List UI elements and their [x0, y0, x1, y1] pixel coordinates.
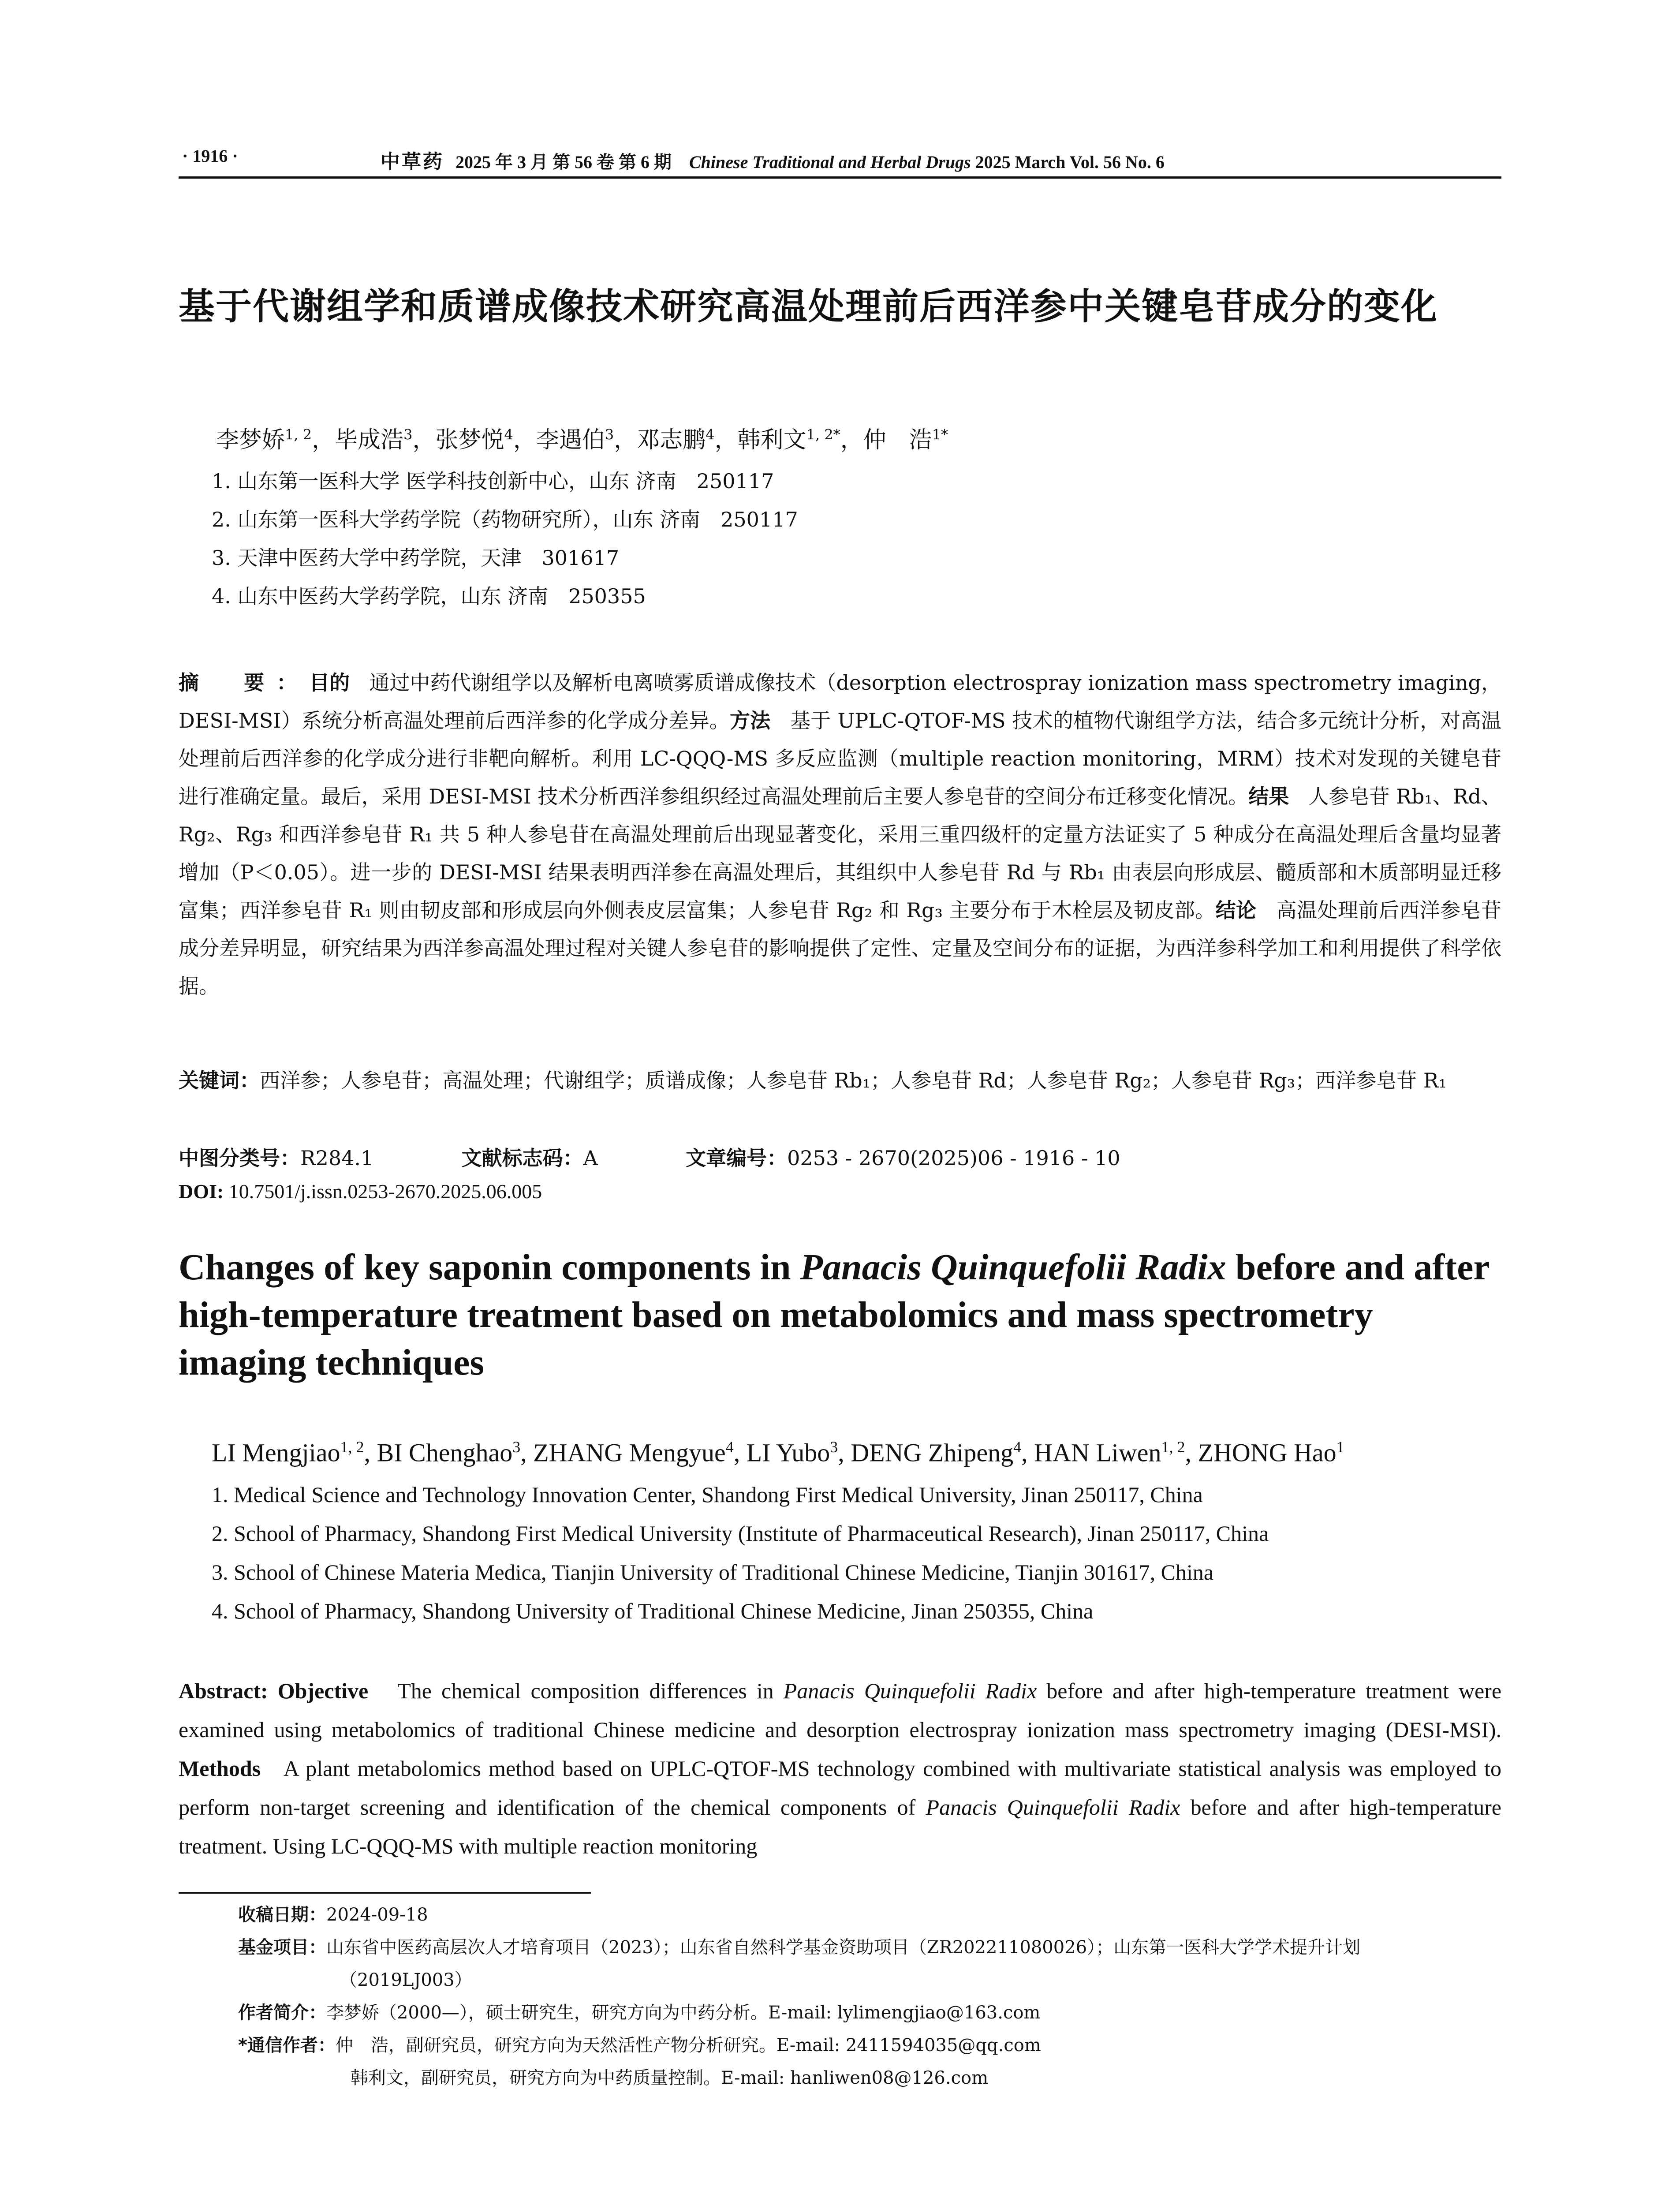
corresponding-label: *通信作者：	[238, 2035, 336, 2056]
corresponding-2: 韩利文，副研究员，研究方向为中药质量控制。E-mail: hanliwen08@126.com	[351, 2068, 989, 2088]
affiliation-cn-4: 4. 山东中医药大学药学院，山东 济南 250355	[212, 584, 646, 608]
keywords-label: 关键词：	[179, 1069, 260, 1092]
methods-label-cn: 方法	[730, 709, 771, 733]
objective-text-cn: 通过中药代谢组学以及解析电离喷雾质谱成像技术（desorption electrospray ionization mass spectrometry imaging，DESI-MSI）系统分析高温处理前后西洋参的化学成分差异。	[179, 671, 1501, 733]
author-name: ZHONG Hao	[1198, 1438, 1337, 1467]
affiliation-en-4: 4. School of Pharmacy, Shandong University of Traditional Chinese Medicine, Jinan 250355, China	[212, 1599, 1094, 1623]
affiliation-cn-3: 3. 天津中医药大学中药学院，天津 301617	[212, 546, 620, 570]
author-name: 毕成浩	[335, 427, 404, 453]
author-name: 李梦娇	[216, 427, 285, 453]
affiliation-en-1: 1. Medical Science and Technology Innovation Center, Shandong First Medical University, Jinan 250117, China	[212, 1482, 1203, 1507]
author-affiliation-mark: 1, 2	[340, 1438, 364, 1456]
abstract-en	[179, 1671, 1501, 1865]
doi-line	[179, 1180, 1501, 1203]
journal-name-en: Chinese Traditional and Herbal Drugs	[689, 152, 971, 172]
author-name: 韩利文	[737, 427, 806, 453]
author-affiliation-mark: 3	[830, 1438, 838, 1456]
author-affiliation-mark: 3	[605, 426, 614, 443]
author-bio: 李梦娇（2000—），硕士研究生，研究方向为中药分析。E-mail: lylimengjiao@163.com	[326, 2003, 1041, 2023]
author-name: DENG Zhipeng	[851, 1438, 1014, 1467]
classification-line	[179, 1142, 1501, 1171]
corresponding-1: 仲 浩，副研究员，研究方向为天然活性产物分析研究。E-mail: 2411594035@qq.com	[335, 2035, 1041, 2056]
title-en-italic: Panacis Quinquefolii Radix	[800, 1247, 1226, 1288]
author-name: 张梦悦	[435, 427, 504, 453]
page-number: · 1916 ·	[182, 146, 238, 166]
affiliation-cn-1: 1. 山东第一医科大学 医学科技创新中心，山东 济南 250117	[212, 469, 774, 493]
title-en-part2: before and after high-temperature treatment based on metabolomics and mass spectrometry imaging techniques	[179, 1247, 1490, 1383]
author-name: LI Mengjiao	[212, 1438, 340, 1467]
received-label: 收稿日期：	[238, 1905, 326, 1925]
footnote-corr-cont	[238, 2062, 1508, 2094]
conclusion-text-cn: 高温处理前后西洋参皂苷成分差异明显，研究结果为西洋参高温处理过程对关键人参皂苷的影响提供了定性、定量及空间分布的证据，为西洋参科学加工和利用提供了科学依据。	[179, 898, 1501, 998]
author-affiliation-mark: 1, 2	[285, 426, 312, 443]
methods-text-en-1: A plant metabolomics method based on UPLC-QTOF-MS technology combined with multivariate statistical analysis was employed to perform non-target screening and identification of the chemical components of	[179, 1756, 1501, 1820]
author-affiliation-mark: 1*	[932, 426, 948, 443]
clc-label: 中图分类号：	[179, 1146, 300, 1170]
journal-issue-en: 2025 March Vol. 56 No. 6	[975, 152, 1165, 172]
footnote-fund-cont	[238, 1964, 1508, 1996]
author-name: HAN Liwen	[1034, 1438, 1161, 1467]
author-affiliation-mark: 4	[706, 426, 715, 443]
author-affiliation-mark: 3	[403, 426, 413, 443]
author-name: 仲 浩	[863, 427, 932, 453]
author-affiliation-mark: 1	[1336, 1438, 1344, 1456]
author-affiliation-mark: 4	[504, 426, 513, 443]
article-title-cn: 基于代谢组学和质谱成像技术研究高温处理前后西洋参中关键皂苷成分的变化	[179, 286, 1438, 328]
doi-value[interactable]: 10.7501/j.issn.0253-2670.2025.06.005	[228, 1180, 542, 1203]
doc-code-value: A	[583, 1146, 598, 1170]
keywords-cn	[179, 1063, 1501, 1098]
methods-label-en: Methods	[179, 1756, 261, 1781]
methods-italic-en: Panacis Quinquefolii Radix	[926, 1795, 1180, 1820]
received-date: 2024-09-18	[326, 1905, 428, 1925]
doc-code-label: 文献标志码：	[461, 1146, 583, 1170]
footnote-corr	[238, 2029, 1508, 2062]
fund-label: 基金项目：	[238, 1937, 326, 1958]
methods-text-en-2: before and after high-temperature treatment. Using LC-QQQ-MS with multiple reaction monitoring	[179, 1795, 1501, 1858]
objective-label-cn: 目的	[309, 671, 350, 695]
article-title-en	[179, 1244, 1501, 1387]
methods-text-cn: 基于 UPLC-QTOF-MS 技术的植物代谢组学方法，结合多元统计分析，对高温处理前后西洋参的化学成分进行非靶向解析。利用 LC-QQQ-MS 多反应监测（multiple reaction monitoring，MRM）技术对发现的关键皂苷进行准确定量。最后，采用 DESI-MSI 技术分析西洋参组织经过高温处理前后主要人参皂苷的空间分布迁移变化情况。	[179, 709, 1501, 808]
journal-issue-cn: 2025 年 3 月 第 56 卷 第 6 期	[455, 152, 672, 172]
keywords-text: 西洋参；人参皂苷；高温处理；代谢组学；质谱成像；人参皂苷 Rb₁；人参皂苷 Rd；人参皂苷 Rg₂；人参皂苷 Rg₃；西洋参皂苷 R₁	[260, 1069, 1447, 1092]
affiliation-en-3: 3. School of Chinese Materia Medica, Tianjin University of Traditional Chinese Medicine, Tianjin 301617, China	[212, 1560, 1214, 1585]
author-name: 邓志鹏	[637, 427, 706, 453]
fund-text-1: 山东省中医药高层次人才培育项目（2023）；山东省自然科学基金资助项目（ZR202211080026）；山东第一医科大学学术提升计划	[326, 1937, 1361, 1958]
affiliation-cn-2: 2. 山东第一医科大学药学院（药物研究所），山东 济南 250117	[212, 508, 798, 531]
objective-text-en-1: The chemical composition differences in	[397, 1678, 784, 1703]
running-header	[179, 141, 1501, 179]
abstract-objective-label-en: Abstract: Objective	[179, 1678, 369, 1703]
author-name: BI Chenghao	[377, 1438, 513, 1467]
author-affiliation-mark: 4	[1013, 1438, 1022, 1456]
footnote-divider	[179, 1892, 591, 1894]
article-no-value: 0253 - 2670(2025)06 - 1916 - 10	[787, 1146, 1120, 1170]
author-name: 李遇伯	[536, 427, 605, 453]
author-name: LI Yubo	[746, 1438, 830, 1467]
results-text-cn: 人参皂苷 Rb₁、Rd、Rg₂、Rg₃ 和西洋参皂苷 R₁ 共 5 种人参皂苷在高温处理前后出现显著变化，采用三重四级杆的定量方法证实了 5 种成分在高温处理后含量均显著增加（P＜0.05）。进一步的 DESI-MSI 结果表明西洋参在高温处理后，其组织中人参皂苷 Rd 与 Rb₁ 由表层向形成层、髓质部和木质部明显迁移富集；西洋参皂苷 R₁ 则由韧皮部和形成层向外侧表皮层富集；人参皂苷 Rg₂ 和 Rg₃ 主要分布于木栓层及韧皮部。	[179, 785, 1502, 922]
footnote-received	[238, 1899, 1508, 1931]
article-no-label: 文章编号：	[686, 1146, 788, 1170]
abstract-cn	[179, 664, 1501, 1005]
fund-text-2: （2019LJ003）	[340, 1970, 472, 1990]
author-list-cn: 李梦娇$^{1, 2}$，毕成浩$^3$，张梦悦$^4$，李遇伯$^3$，邓志鹏$^4$，韩利文$^{1, 2*}$，仲 浩$^{1*}$	[216, 426, 948, 453]
doi-label: DOI:	[179, 1180, 224, 1203]
footnote-fund	[238, 1931, 1508, 1964]
author-affiliation-mark: 1, 2	[1161, 1438, 1185, 1456]
affiliation-en-2: 2. School of Pharmacy, Shandong First Medical University (Institute of Pharmaceutical Research), Jinan 250117, China	[212, 1521, 1269, 1546]
author-affiliation-mark: 1, 2*	[806, 426, 840, 443]
footnotes	[238, 1899, 1508, 2094]
objective-italic-en: Panacis Quinquefolii Radix	[783, 1678, 1037, 1703]
author-affiliation-mark: 4	[725, 1438, 734, 1456]
author-list-en: LI Mengjiao$^{1, 2}$, BI Chenghao$^3$, ZHANG Mengyue$^4$, LI Yubo$^3$, DENG Zhipeng$^4$, HAN Liwen$^{1, 2}$, ZHONG Hao$^1$	[212, 1438, 1344, 1467]
journal-logo-cn: 中草药	[381, 150, 444, 173]
objective-text-en-2: before and after high-temperature treatment were examined using metabolomics of traditional Chinese medicine and desorption electrospray ionization mass spectrometry imaging (DESI-MSI).	[179, 1678, 1502, 1742]
author-affiliation-mark: 3	[512, 1438, 521, 1456]
author-name: ZHANG Mengyue	[533, 1438, 726, 1467]
abstract-label-cn: 摘 要：	[179, 671, 310, 695]
results-label-cn: 结果	[1248, 785, 1289, 808]
conclusion-label-cn: 结论	[1215, 898, 1257, 922]
footnote-author	[238, 1996, 1508, 2029]
clc-value: R284.1	[300, 1146, 374, 1170]
author-bio-label: 作者简介：	[238, 2003, 326, 2023]
title-en-part1: Changes of key saponin components in	[179, 1247, 800, 1288]
journal-line	[381, 146, 1165, 174]
